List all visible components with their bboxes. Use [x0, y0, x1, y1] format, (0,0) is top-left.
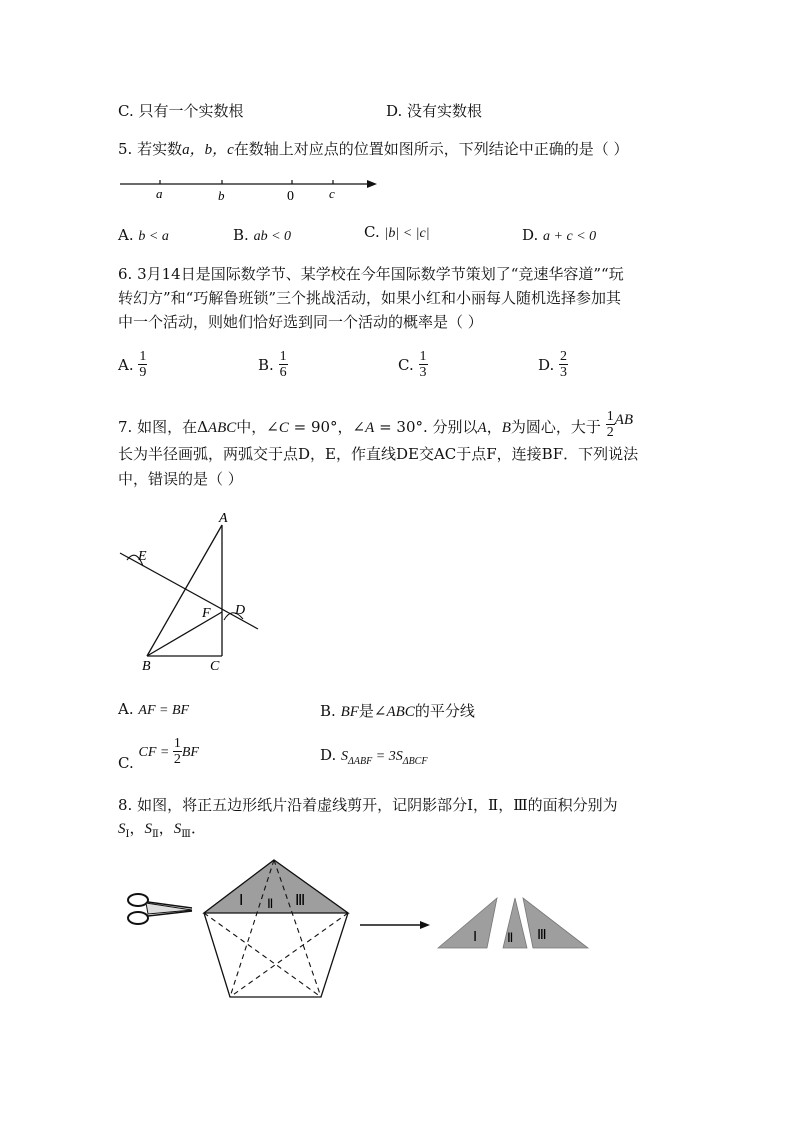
- q7-text: A: [477, 420, 487, 436]
- segment-BF: [147, 612, 222, 656]
- option-expr: b < a: [138, 229, 169, 244]
- q6-option-a: [118, 350, 147, 380]
- q7-option-b: [320, 700, 475, 721]
- option-sub: ΔBCF: [402, 756, 428, 767]
- q7-text: B: [501, 420, 511, 436]
- q6-line-1: 6. 3月14日是国际数学节、某学校在今年国际数学节策划了“竞速华容道”“玩: [118, 265, 624, 283]
- s-symbol: S: [173, 821, 182, 837]
- option-label: A.: [118, 356, 134, 374]
- frac-num: 1: [419, 349, 427, 364]
- option-label: C.: [118, 754, 134, 772]
- option-expr: ab < 0: [253, 229, 292, 244]
- option-sub: ΔABF: [348, 756, 373, 767]
- q5-option-a: [118, 226, 169, 245]
- s-symbol: S: [144, 821, 152, 837]
- region-label-3: Ⅲ: [295, 893, 306, 909]
- option-label: C.: [364, 223, 380, 241]
- frac-den: 2: [606, 425, 614, 440]
- q7-text: 中，∠: [236, 418, 279, 436]
- piece-label-2: Ⅱ: [507, 930, 514, 945]
- q7-line-3: 中，错误的是（ ）: [118, 470, 243, 488]
- q5-number-line: [115, 172, 385, 204]
- q7-text: ABC: [207, 420, 237, 436]
- frac-num: 1: [173, 736, 181, 751]
- option-expr: |b| < |c|: [384, 226, 430, 241]
- s-sub: Ⅰ: [125, 829, 130, 840]
- axis-label-b: b: [218, 188, 225, 203]
- region-label-2: Ⅱ: [267, 896, 274, 911]
- s-sub: Ⅱ: [151, 829, 159, 840]
- q6-option-c: [398, 350, 428, 380]
- frac-num: 1: [279, 349, 287, 364]
- q8-pentagon-figure: [195, 855, 355, 1000]
- q7-option-d: [320, 746, 427, 767]
- q8-line-1: 8. 如图，将正五边形纸片沿着虚线剪开，记阴影部分Ⅰ，Ⅱ，Ⅲ的面积分别为: [118, 796, 618, 814]
- q7-text: AB: [614, 412, 634, 428]
- q7-line-2: 长为半径画弧，两弧交于点D，E，作直线DE交AC于点F，连接BF．下列说法: [118, 445, 639, 463]
- option-expr: AF = BF: [138, 703, 190, 718]
- piece-3: [523, 898, 588, 948]
- label-E: E: [138, 549, 147, 564]
- option-expr: BF: [181, 745, 199, 760]
- region-label-1: Ⅰ: [239, 893, 244, 909]
- q7-line-1: [118, 410, 633, 440]
- option-label: B.: [233, 226, 249, 244]
- label-B: B: [142, 659, 151, 673]
- frac-num: 1: [606, 409, 614, 424]
- option-label: D.: [522, 226, 539, 244]
- piece-label-3: Ⅲ: [537, 928, 547, 943]
- axis-label-a: a: [156, 186, 163, 201]
- q7-text: = 30°. 分别以: [374, 418, 478, 436]
- q7-text: A: [365, 420, 375, 436]
- q5-stem-part: 5. 若实数: [118, 140, 183, 158]
- frac-num: 1: [139, 349, 147, 364]
- shaded-top-triangle: [204, 860, 348, 913]
- q8-line-2: $S_Ⅰ$，$S_Ⅱ$，$S_Ⅲ$．: [118, 819, 206, 840]
- option-label: C.: [398, 356, 414, 374]
- q4-option-c: C. 只有一个实数根: [118, 102, 244, 120]
- axis-label-c: c: [329, 186, 335, 201]
- frac-num: 2: [560, 349, 568, 364]
- piece-1: [438, 898, 497, 948]
- q6-option-b: [258, 350, 288, 380]
- right-arrow-icon: [358, 917, 433, 933]
- piece-label-1: Ⅰ: [473, 930, 478, 945]
- q7-text: 7. 如图，在Δ: [118, 418, 208, 436]
- q4-option-d: D. 没有实数根: [386, 102, 483, 120]
- q5-option-b: [233, 226, 291, 245]
- frac-den: 3: [419, 365, 427, 380]
- q7-option-c: [118, 737, 199, 772]
- s-sub: Ⅲ: [181, 829, 191, 840]
- q6-option-d: [538, 350, 568, 380]
- q8-separated-pieces: [435, 893, 593, 953]
- q7-triangle-figure: [112, 508, 272, 673]
- option-label: B.: [320, 702, 336, 720]
- q7-text: ，: [486, 418, 502, 436]
- option-label: A.: [118, 700, 134, 718]
- q5-option-c: [364, 223, 430, 242]
- s-symbol: S: [118, 821, 126, 837]
- option-expr: S: [341, 749, 349, 764]
- q7-text: 为圆心，大于: [510, 418, 601, 436]
- number-line-arrow: [367, 180, 377, 188]
- option-expr: = 3S: [372, 749, 403, 764]
- option-text: 是∠: [358, 702, 387, 720]
- q5-vars: a，b，c: [182, 142, 234, 158]
- option-expr: BF: [340, 704, 359, 720]
- q5-stem: [118, 138, 629, 159]
- label-F: F: [202, 606, 211, 621]
- q7-option-a: [118, 700, 189, 719]
- q6-line-3: 中一个活动，则她们恰好选到同一个活动的概率是（ ）: [118, 313, 483, 331]
- frac-den: 9: [139, 365, 147, 380]
- frac-den: 6: [279, 365, 287, 380]
- q5-option-d: [522, 226, 596, 245]
- label-C: C: [210, 659, 220, 673]
- option-expr: CF =: [138, 745, 173, 760]
- option-label: A.: [118, 226, 134, 244]
- frac-den: 2: [173, 752, 181, 767]
- q6-line-2: 转幻方”和“巧解鲁班锁”三个挑战活动，如果小红和小丽每人随机选择参加其: [118, 289, 622, 307]
- option-label: D.: [538, 356, 555, 374]
- segment-AB: [147, 525, 222, 656]
- option-text: 的平分线: [414, 702, 475, 720]
- frac-den: 3: [560, 365, 568, 380]
- option-expr: a + c < 0: [543, 229, 597, 244]
- q7-text: = 90°，∠: [288, 418, 366, 436]
- option-label: B.: [258, 356, 274, 374]
- label-D: D: [235, 603, 246, 618]
- q7-text: C: [278, 420, 289, 436]
- axis-label-0: 0: [287, 189, 294, 204]
- option-label: D.: [320, 746, 337, 764]
- option-expr: ABC: [386, 704, 415, 720]
- label-A: A: [219, 511, 228, 526]
- q5-stem-part: 在数轴上对应点的位置如图所示，下列结论中正确的是（ ）: [233, 140, 629, 158]
- scissors-icon: [124, 888, 196, 930]
